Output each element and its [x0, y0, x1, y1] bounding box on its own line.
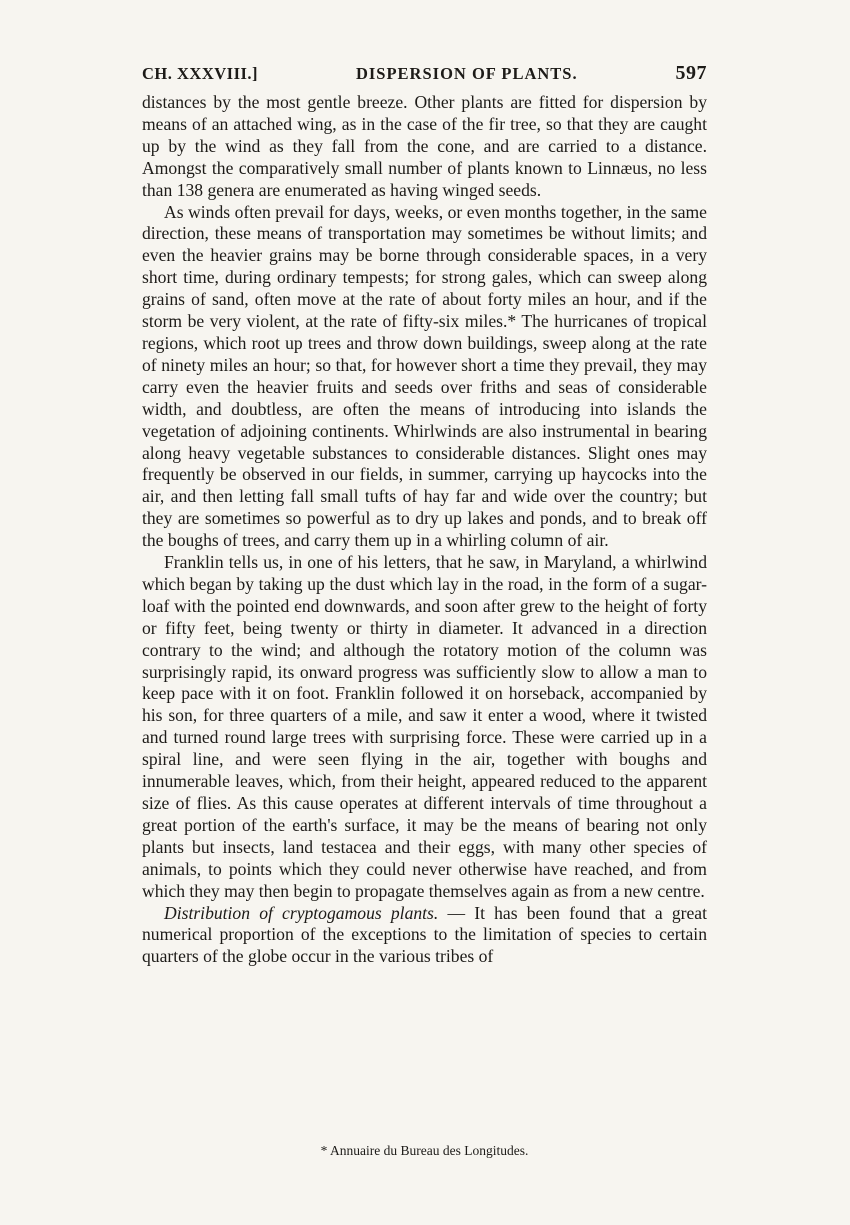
- page-number: 597: [675, 62, 707, 84]
- page-body: [142, 92, 707, 968]
- paragraph-continued: distances by the most gentle breeze. Other plants are fitted for dispersion by means of an attached wing, as in the case of the fir tree, so that they are caught up by the wind as they fall from the cone, and are carried to a distance. Amongst the comparatively small number of plants known to Linnæus, no less than 138 genera are enumerated as having winged seeds.: [142, 92, 707, 200]
- footnote: * Annuaire du Bureau des Longitudes.: [320, 1143, 529, 1158]
- chapter-label: CH. XXXVIII.]: [142, 64, 259, 83]
- paragraph-winds: As winds often prevail for days, weeks, or even months together, in the same direction, these means of transportation may sometimes be without limits; and even the heavier grains may be borne through considerable spaces, in a very short time, during ordinary tempests; for strong gales, which can sweep along grains of sand, often move at the rate of about forty miles an hour, and if the storm be very violent, at the rate of fifty-six miles.* The hurricanes of tropical regions, which root up trees and throw down buildings, sweep along at the rate of ninety miles an hour; so that, for however short a time they prevail, they may carry even the heavier fruits and seeds over friths and seas of considerable width, and doubtless, are often the means of introducing into islands the vegetation of adjoining continents. Whirlwinds are also instrumental in bearing along heavy vegetable substances to considerable distances. Slight ones may frequently be observed in our fields, in summer, carrying up haycocks into the air, and then letting fall small tufts of hay far and wide over the country; but they are sometimes so powerful as to dry up lakes and ponds, and to break off the boughs of trees, and carry them up in a whirling column of air.: [142, 201, 707, 551]
- paragraph-franklin: Franklin tells us, in one of his letters, that he saw, in Maryland, a whirlwind which began by taking up the dust which lay in the road, in the form of a sugar-loaf with the pointed end downwards, and soon after grew to the height of forty or fifty feet, being twenty or thirty in diameter. It advanced in a direction contrary to the wind; and although the rotatory motion of the column was surprisingly rapid, its onward progress was sufficiently slow to allow a man to keep pace with it on foot. Franklin followed it on horseback, accompanied by his son, for three quarters of a mile, and saw it enter a wood, where it twisted and turned round large trees with surprising force. These were carried up in a spiral line, and were seen flying in the air, together with boughs and innumerable leaves, which, from their height, appeared reduced to the apparent size of flies. As this cause operates at different intervals of time throughout a great portion of the earth's surface, it may be the means of bearing not only plants but insects, land testacea and their eggs, with many other species of animals, to points which they could never otherwise have reached, and from which they may then begin to propagate themselves again as from a new centre.: [142, 552, 707, 901]
- section-text: — It has been found that a great numerical proportion of the exceptions to the limitation of species to certain quarters of the globe occur in the various tribes of: [142, 902, 707, 967]
- paragraph-cryptogamous: [142, 903, 707, 969]
- running-header: [142, 62, 707, 85]
- running-title: DISPERSION OF PLANTS.: [355, 64, 578, 83]
- section-heading: Distribution of cryptogamous plants.: [164, 902, 439, 923]
